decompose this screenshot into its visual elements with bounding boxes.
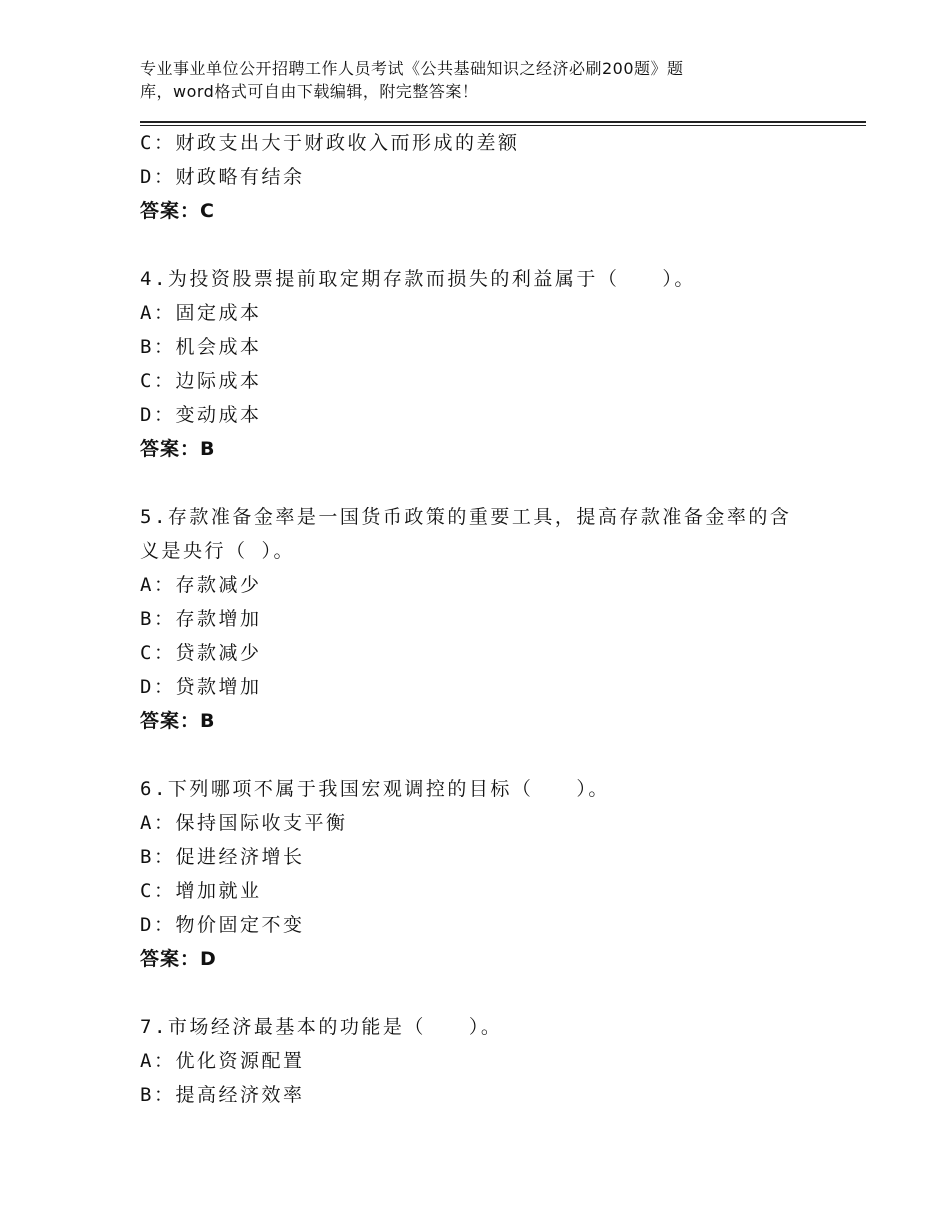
question-block-3: [140, 126, 840, 228]
option-b: B：机会成本: [140, 336, 262, 358]
document-header: [140, 57, 780, 103]
option-b: B：促进经济增长: [140, 846, 305, 868]
option-a: A：存款减少: [140, 574, 262, 596]
option-a: A：保持国际收支平衡: [140, 812, 348, 834]
question-stem: 4.为投资股票提前取定期存款而损失的利益属于（ ）。: [140, 268, 696, 290]
question-block-5: [140, 500, 840, 738]
spacer: [140, 228, 840, 262]
option-c: C：贷款减少: [140, 642, 262, 664]
option-c: C：边际成本: [140, 370, 262, 392]
header-line-2: 库，word格式可自由下载编辑，附完整答案！: [140, 82, 479, 101]
question-block-7: [140, 1010, 840, 1112]
question-block-4: [140, 262, 840, 466]
answer-line: 答案：B: [140, 438, 216, 460]
question-stem: 5.存款准备金率是一国货币政策的重要工具，提高存款准备金率的含: [140, 506, 792, 528]
option-d: D：物价固定不变: [140, 914, 305, 936]
answer-line: 答案：C: [140, 200, 215, 222]
question-stem-continued: 义是央行（ ）。: [140, 540, 295, 562]
option-c: C：财政支出大于财政收入而形成的差额: [140, 132, 520, 154]
header-line-1: 专业事业单位公开招聘工作人员考试《公共基础知识之经济必刷200题》题: [140, 59, 684, 78]
question-block-6: [140, 772, 840, 976]
option-a: A：优化资源配置: [140, 1050, 305, 1072]
option-c: C：增加就业: [140, 880, 262, 902]
option-d: D：贷款增加: [140, 676, 262, 698]
answer-line: 答案：D: [140, 948, 217, 970]
question-list: [140, 126, 840, 1112]
option-a: A：固定成本: [140, 302, 262, 324]
option-d: D：变动成本: [140, 404, 262, 426]
option-b: B：存款增加: [140, 608, 262, 630]
option-b: B：提高经济效率: [140, 1084, 305, 1106]
option-d: D：财政略有结余: [140, 166, 305, 188]
spacer: [140, 738, 840, 772]
spacer: [140, 466, 840, 500]
spacer: [140, 976, 840, 1010]
question-stem: 7.市场经济最基本的功能是（ ）。: [140, 1016, 503, 1038]
question-stem: 6.下列哪项不属于我国宏观调控的目标（ ）。: [140, 778, 610, 800]
answer-line: 答案：B: [140, 710, 216, 732]
header-rule-thick: [140, 121, 866, 123]
